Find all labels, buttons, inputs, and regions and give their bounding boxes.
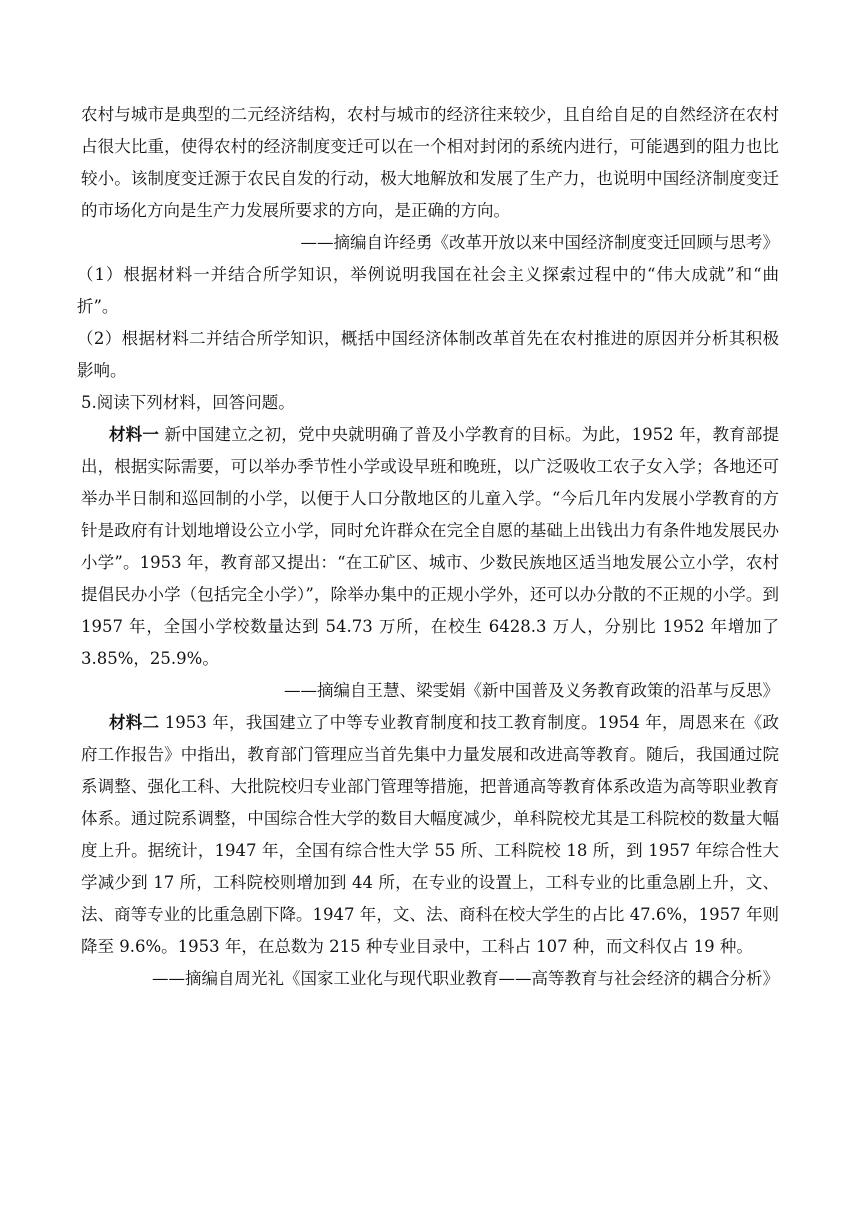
material-1-label: 材料一: [109, 425, 160, 444]
question-2: （2）根据材料二并结合所学知识，概括中国经济体制改革首先在农村推进的原因并分析其积极影响。: [77, 329, 779, 380]
material-2-text: 1953 年，我国建立了中等专业教育制度和技工教育制度。1954 年，周恩来在《政府工作报告》中指出，教育部门管理应当首先集中力量发展和改进高等教育。随后，我国通过院系调整、强化工科、大批院校归专业部门管理等措施，把普通高等教育体系改造为高等职业教育体系。通过院系调整，中国综合性大学的数目大幅度减少，单科院校尤其是工科院校的数量大幅度上升。据统计，1947 年，全国有综合性大学 55 所、工科院校 18 所，到 1957 年综合性大学减少到 17 所，工科院校则增加到 44 所，在专业的设置上，工科专业的比重急剧上升，文、法、商等专业的比重急剧下降。1947 年，文、法、商科在校大学生的占比 47.6%，1957 年则降至 9.6%。1953 年，在总数为 215 种专业目录中，工科占 107 种，而文科仅占 19 种。: [81, 713, 780, 956]
question-1: （1）根据材料一并结合所学知识，举例说明我国在社会主义探索过程中的“伟大成就”和“曲折”。: [77, 265, 779, 316]
material-1-text: 新中国建立之初，党中央就明确了普及小学教育的目标。为此，1952 年，教育部提出，根据实际需要，可以举办季节性小学或设早班和晚班，以广泛吸收工农子女入学；各地还可举办半日制和巡回制的小学，以便于人口分散地区的儿童入学。“今后几年内发展小学教育的方针是政府有计划地增设公立小学，同时允许群众在完全自愿的基础上出钱出力有条件地发展民办小学”。1953 年，教育部又提出：“在工矿区、城市、少数民族地区适当地发展公立小学，农村提倡民办小学（包括完全小学）”，除举办集中的正规小学外，还可以办分散的不正规的小学。到 1957 年，全国小学校数量达到 54.73 万所，在校生 6428.3 万人，分别比 1952 年增加了 3.85%，25.9%。: [81, 425, 780, 668]
source-citation-1: ——摘编自许经勇《改革开放以来中国经济制度变迁回顾与思考》: [300, 233, 779, 252]
paragraph-top: 农村与城市是典型的二元经济结构，农村与城市的经济往来较少，且自给自足的自然经济在农村占很大比重，使得农村的经济制度变迁可以在一个相对封闭的系统内进行，可能遇到的阻力也比较小。该制度变迁源于农民自发的行动，极大地解放和发展了生产力，也说明中国经济制度变迁的市场化方向是生产力发展所要求的方向，是正确的方向。: [81, 105, 779, 220]
material-1: [81, 419, 779, 675]
source-citation-3: ——摘编自周光礼《国家工业化与现代职业教育——高等教育与社会经济的耦合分析》: [152, 969, 779, 988]
material-2-label: 材料二: [109, 713, 160, 732]
question-5-heading: 5.阅读下列材料，回答问题。: [81, 393, 295, 412]
source-citation-2: ——摘编自王慧、梁雯娟《新中国普及义务教育政策的沿革与反思》: [284, 681, 779, 700]
material-2: [81, 707, 779, 963]
